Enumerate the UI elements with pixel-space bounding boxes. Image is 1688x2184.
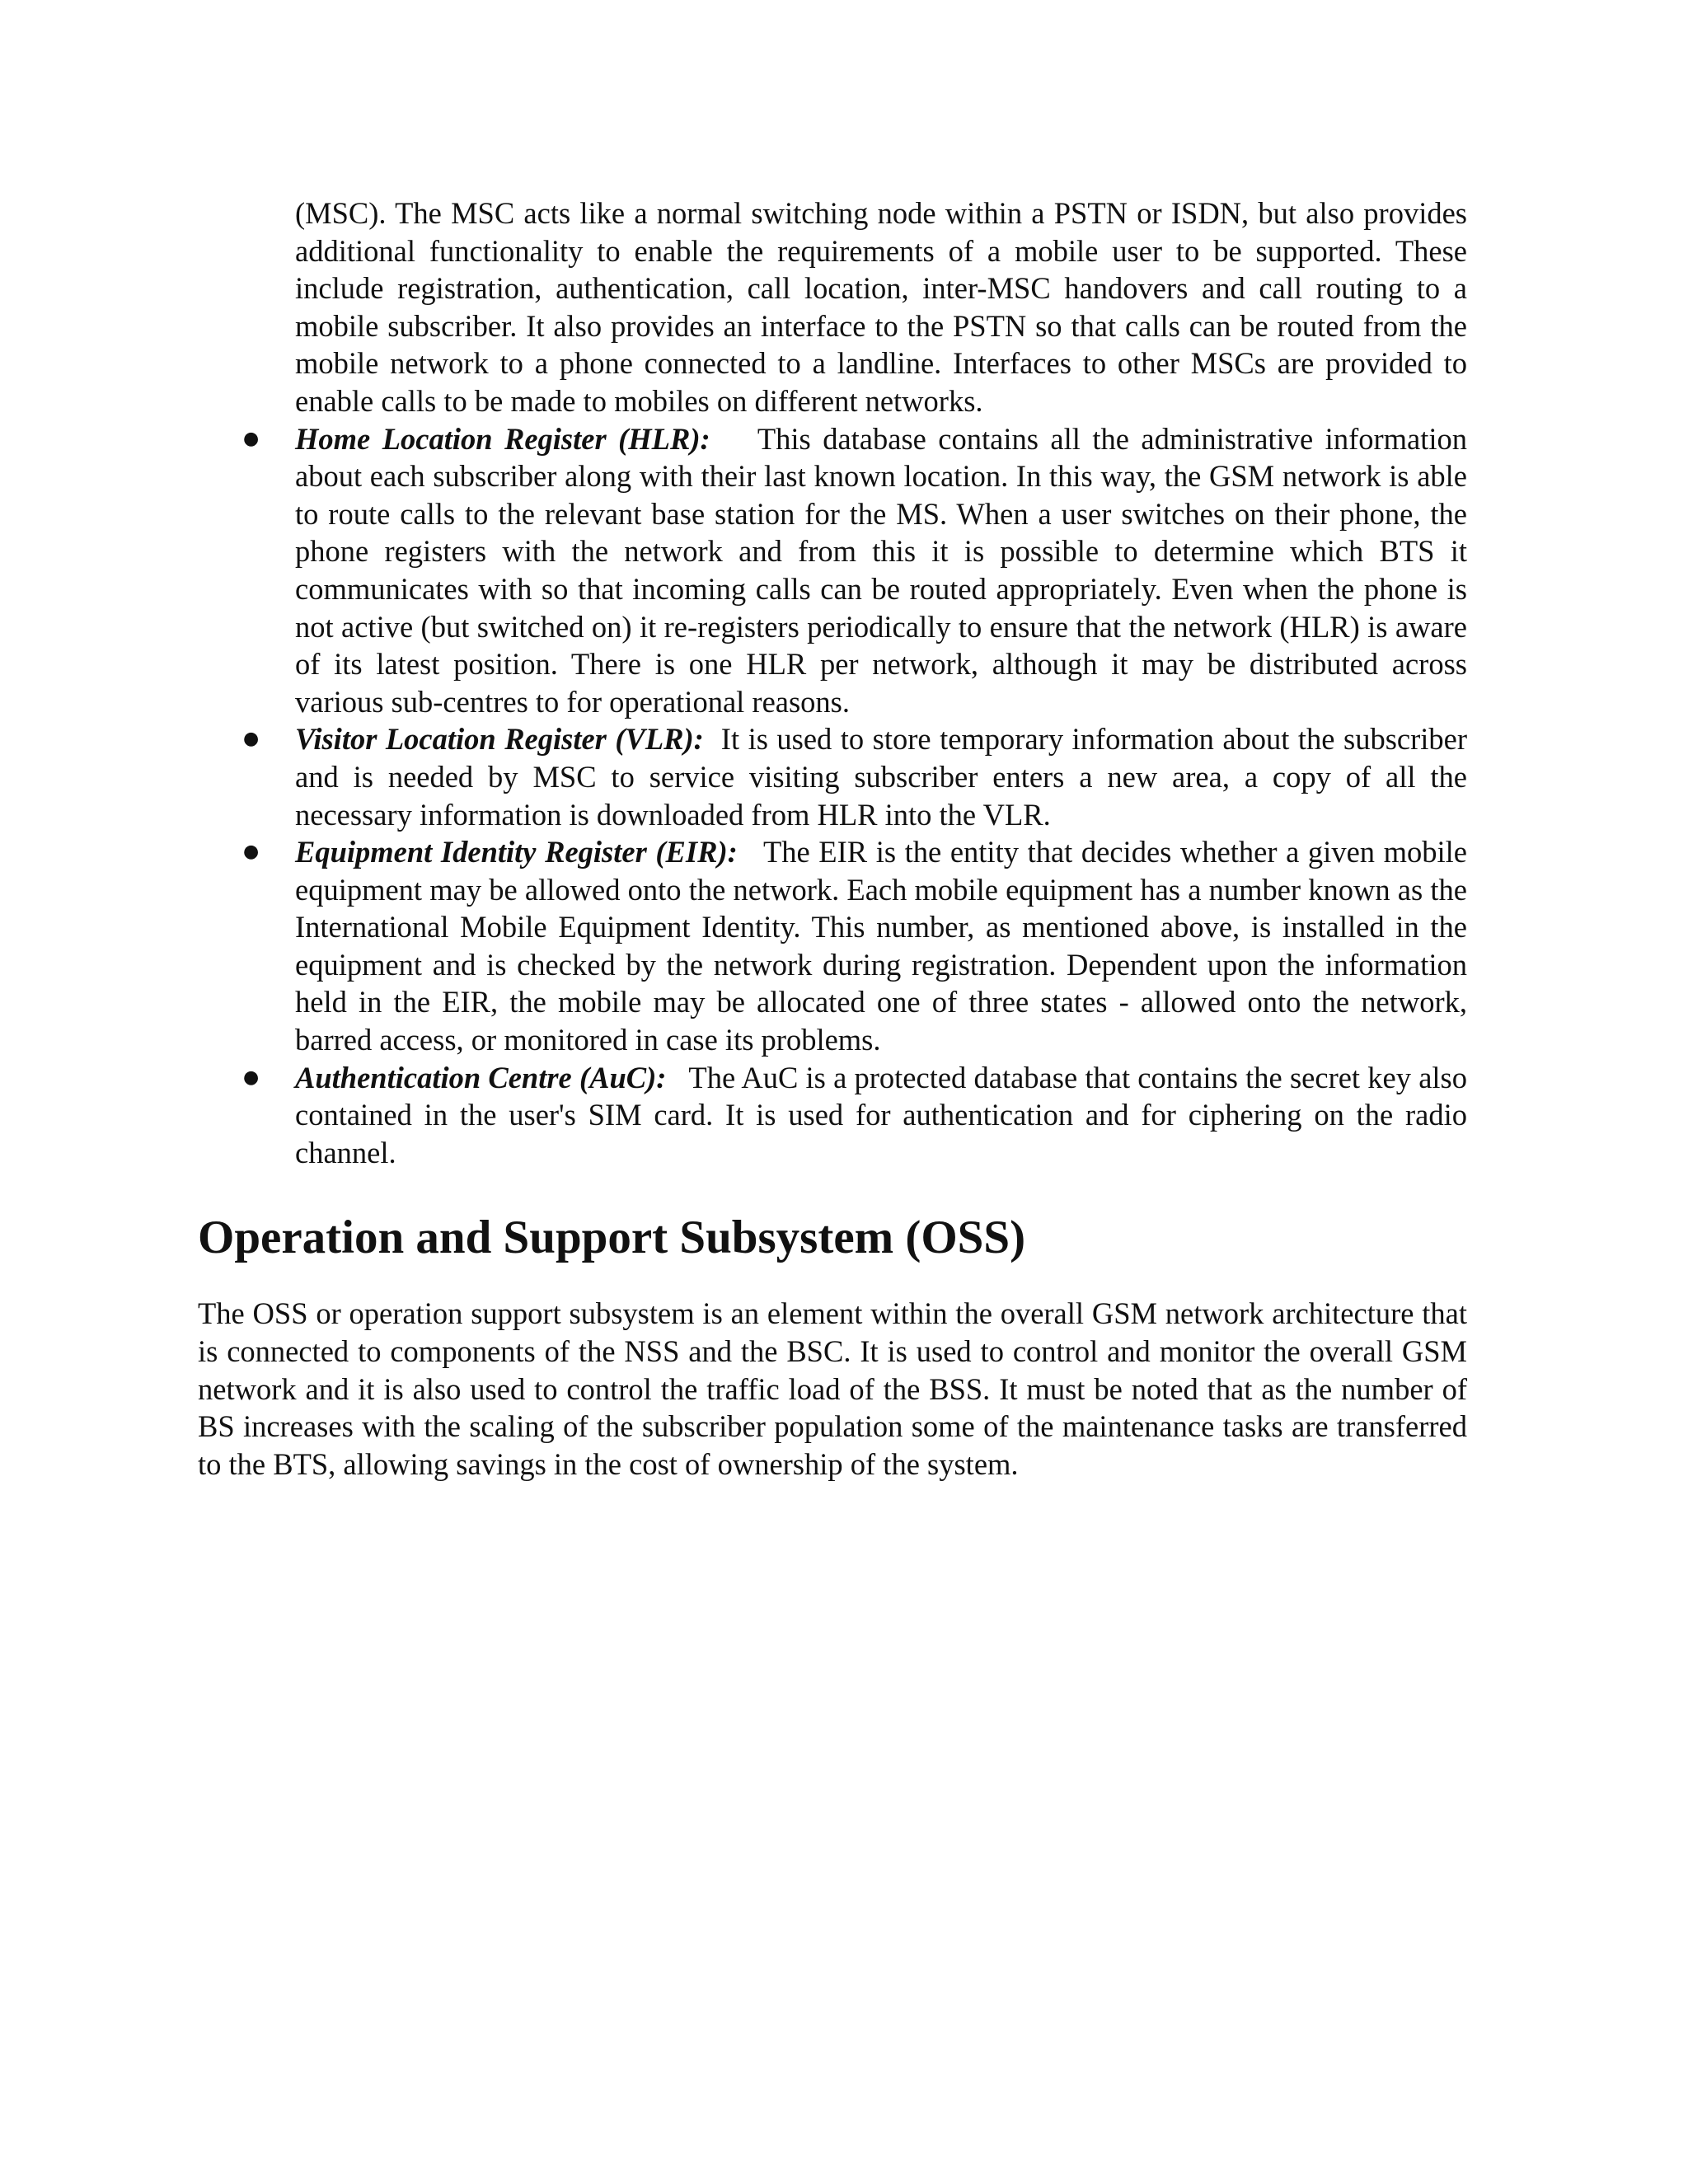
document-page (198, 194, 1467, 1483)
nss-components-list (198, 420, 1467, 1172)
list-item-eir (198, 833, 1467, 1059)
item-text: The AuC is a protected database that contains the secret key also contained in the user's SIM card. It is used for authentication and for ciphering on the radio channel. (295, 1060, 1467, 1169)
list-item-auc (198, 1059, 1467, 1172)
list-item-vlr (198, 720, 1467, 833)
item-term: Visitor Location Register (VLR): (295, 722, 704, 757)
item-text: It is used to store temporary information about the subscriber and is needed by MSC to service visiting subscriber enters a new area, a copy of all the necessary information is downloaded from HLR into the VLR. (295, 722, 1468, 832)
item-term: Equipment Identity Register (EIR): (295, 835, 738, 869)
bullet-icon: ● (243, 428, 260, 449)
item-term: Home Location Register (HLR): (295, 421, 710, 456)
list-item-hlr (198, 420, 1467, 721)
bullet-icon: ● (243, 841, 260, 863)
item-text: The EIR is the entity that decides whether a given mobile equipment may be allowed onto the network. Each mobile equipment has a number known as the International Mobile Equipment Identity. This number, as mentioned above, is installed in the equipment and is checked by the network during registration. Dependent upon the information held in the EIR, the mobile may be allocated one of three states - allowed onto the network, barred access, or monitored in case its problems. (295, 835, 1467, 1057)
oss-paragraph: The OSS or operation support subsystem is an element within the overall GSM network architecture that is connected to components of the NSS and the BSC. It is used to control and monitor the overall GSM network and it is also used to control the traffic load of the BSS. It must be noted that as the number of BS increases with the scaling of the subscriber population some of the maintenance tasks are transferred to the BTS, allowing savings in the cost of ownership of the system. (198, 1296, 1467, 1481)
bullet-icon: ● (243, 729, 260, 750)
msc-continuation-paragraph: (MSC). The MSC acts like a normal switching node within a PSTN or ISDN, but also provides additional functionality to enable the requirements of a mobile user to be supported. These include registration, authentication, call location, inter-MSC handovers and call routing to a mobile subscriber. It also provides an interface to the PSTN so that calls can be routed from the mobile network to a phone connected to a landline. Interfaces to other MSCs are provided to enable calls to be made to mobiles on different networks. (295, 196, 1467, 418)
item-text: This database contains all the administrative information about each subscriber along with their last known location. In this way, the GSM network is able to route calls to the relevant base station for the MS. When a user switches on their phone, the phone registers with the network and from this it is possible to determine which BTS it communicates with so that incoming calls can be routed appropriately. Even when the phone is not active (but switched on) it re-registers periodically to ensure that the network (HLR) is aware of its latest position. There is one HLR per network, although it may be distributed across various sub-centres to for operational reasons. (295, 421, 1467, 719)
item-term: Authentication Centre (AuC): (295, 1060, 667, 1094)
bullet-icon: ● (243, 1066, 260, 1088)
oss-heading: Operation and Support Subsystem (OSS) (198, 1212, 1026, 1264)
